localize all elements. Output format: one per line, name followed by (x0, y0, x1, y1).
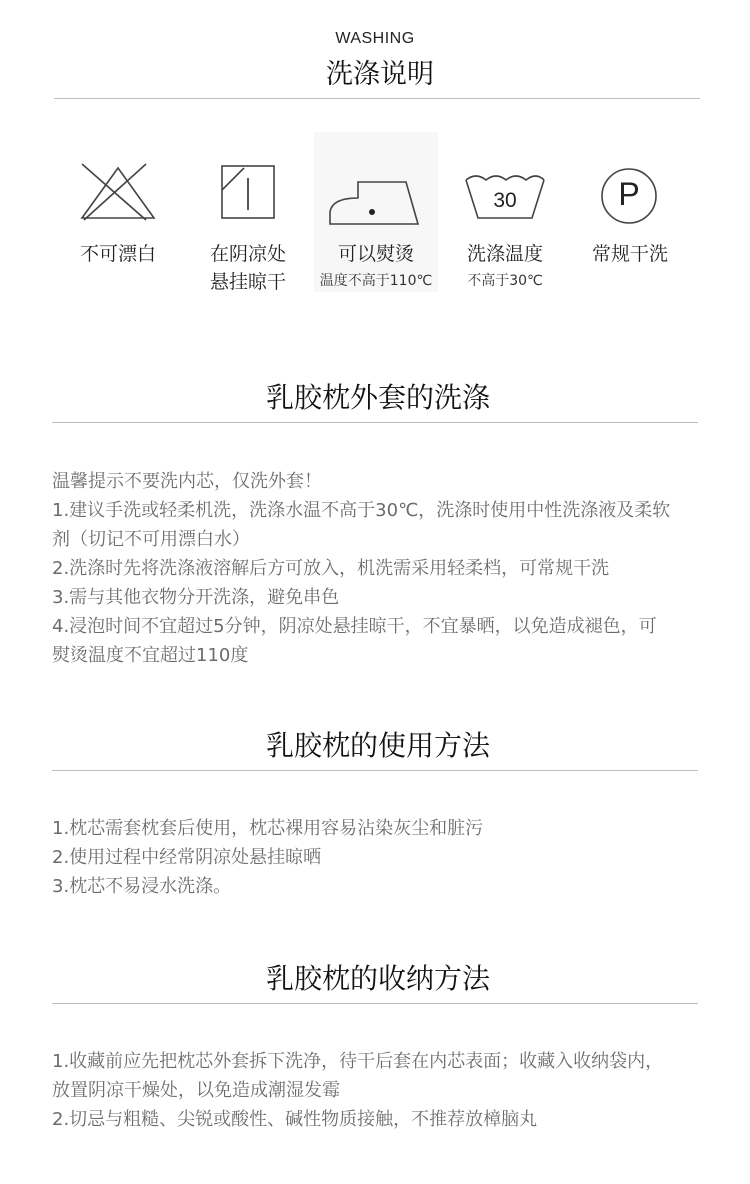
care-icons-row (0, 0, 750, 320)
section-body-usage (52, 814, 712, 901)
text-line: 2.洗涤时先将洗涤液溶解后方可放入，机洗需采用轻柔档，可常规干洗 (52, 558, 610, 579)
text-line: 1.收藏前应先把枕芯外套拆下洗净，待干后套在内芯表面；收藏入收纳袋内， (52, 1051, 664, 1072)
section-title-washing: 乳胶枕外套的洗涤 (265, 381, 490, 414)
header-zh-title: 洗涤说明 (326, 59, 434, 90)
text-line: 3.需与其他衣物分开洗涤，避免串色 (52, 587, 340, 608)
text-line: 1.建议手洗或轻柔机洗，洗涤水温不高于30℃，洗涤时使用中性洗涤液及柔软 (52, 500, 671, 521)
text-line: 3.枕芯不易浸水洗涤。 (52, 876, 232, 897)
section-divider-usage (52, 770, 698, 771)
no-bleach-label: 不可漂白 (79, 243, 156, 265)
text-line: 4.浸泡时间不宜超过5分钟，阴凉处悬挂晾干，不宜暴晒，以免造成褪色，可 (52, 616, 657, 637)
text-line: 1.枕芯需套枕套后使用，枕芯裸用容易沾染灰尘和脏污 (52, 818, 484, 839)
section-divider-washing (52, 422, 698, 423)
section-divider-storage (52, 1003, 698, 1004)
wash-temp-note: 不高于30℃ (467, 273, 543, 289)
iron-note: 温度不高于110℃ (319, 273, 433, 289)
section-title-storage: 乳胶枕的收纳方法 (265, 962, 490, 995)
wash-temperature-value: 30 (493, 189, 517, 212)
line-dry-label-1: 在阴凉处 (209, 243, 286, 265)
section-body-storage (52, 1047, 712, 1134)
dry-clean-symbol: P (618, 176, 640, 212)
line-dry-shade-icon (208, 160, 288, 240)
iron-icon (326, 168, 426, 238)
text-line: 温馨提示不要洗内芯，仅洗外套！ (52, 471, 322, 492)
line-dry-label-2: 悬挂晾干 (209, 271, 286, 293)
wash-temp-label: 洗涤温度 (466, 243, 543, 265)
dry-clean-label: 常规干洗 (591, 243, 668, 265)
section-title-usage: 乳胶枕的使用方法 (265, 729, 490, 762)
header-en-title: WASHING (335, 30, 415, 47)
text-line: 熨烫温度不宜超过110度 (52, 645, 249, 666)
text-line: 放置阴凉干燥处，以免造成潮湿发霉 (52, 1080, 340, 1101)
section-body-washing (52, 467, 712, 670)
iron-label: 可以熨烫 (337, 243, 414, 265)
no-bleach-icon (78, 160, 158, 240)
text-line: 剂（切记不可用漂白水） (52, 529, 250, 550)
text-line: 2.切忌与粗糙、尖锐或酸性、碱性物质接触，不推荐放樟脑丸 (52, 1109, 538, 1130)
text-line: 2.使用过程中经常阴凉处悬挂晾晒 (52, 847, 322, 868)
